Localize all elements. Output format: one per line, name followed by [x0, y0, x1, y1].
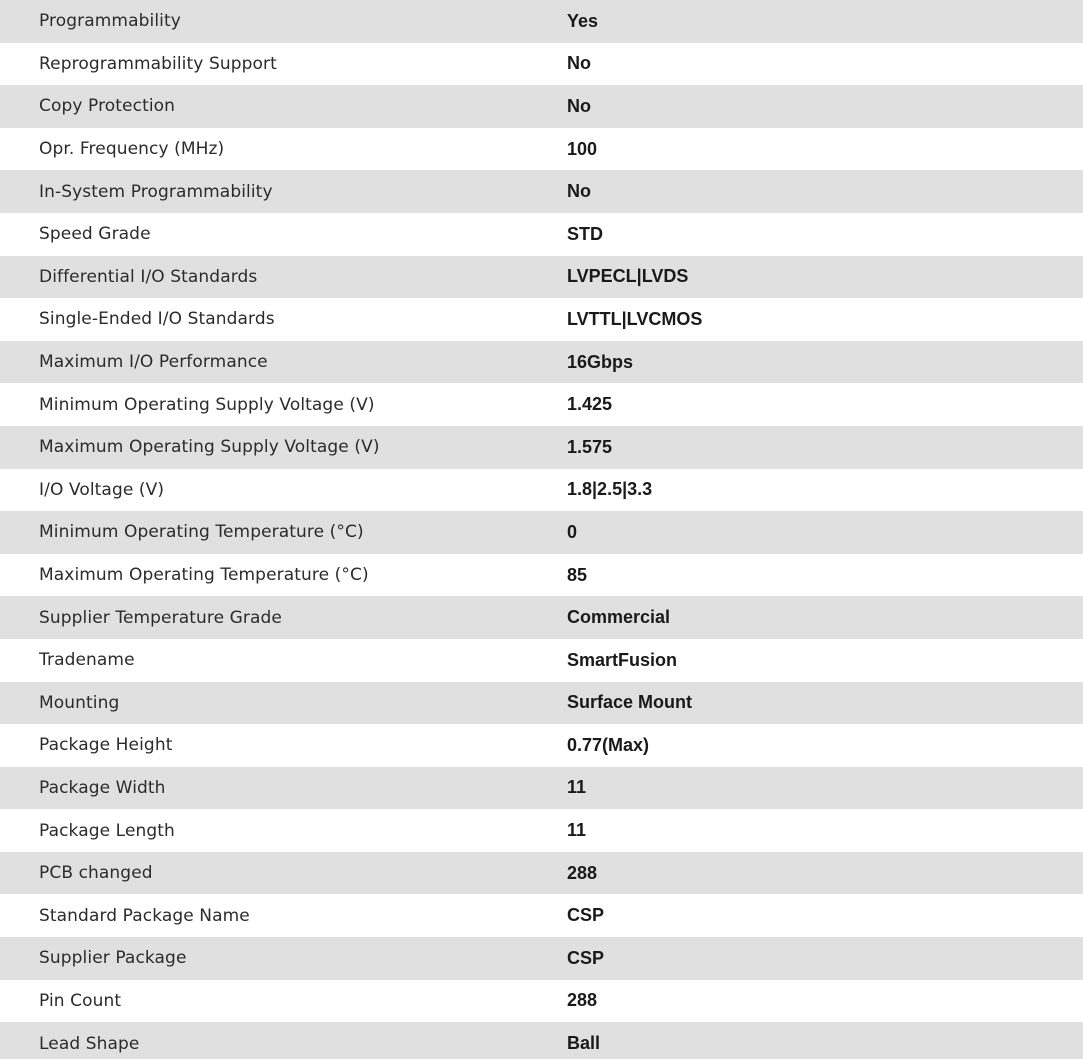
spec-value: 1.8|2.5|3.3	[567, 469, 1083, 512]
spec-value: 11	[567, 809, 1083, 852]
spec-value: No	[567, 43, 1083, 86]
table-row	[0, 980, 1083, 1023]
spec-label: Standard Package Name	[0, 894, 567, 937]
spec-value: SmartFusion	[567, 639, 1083, 682]
table-row	[0, 724, 1083, 767]
spec-value: CSP	[567, 937, 1083, 980]
spec-value: 288	[567, 852, 1083, 895]
spec-label: Minimum Operating Supply Voltage (V)	[0, 383, 567, 426]
spec-label: Maximum Operating Temperature (°C)	[0, 554, 567, 597]
spec-value: Yes	[567, 0, 1083, 43]
spec-value: STD	[567, 213, 1083, 256]
spec-value: Commercial	[567, 596, 1083, 639]
table-row	[0, 682, 1083, 725]
spec-value: 11	[567, 767, 1083, 810]
spec-label: Pin Count	[0, 980, 567, 1023]
table-row	[0, 170, 1083, 213]
spec-value: 288	[567, 980, 1083, 1023]
table-row	[0, 43, 1083, 86]
spec-label: Mounting	[0, 682, 567, 725]
spec-value: LVTTL|LVCMOS	[567, 298, 1083, 341]
table-row	[0, 596, 1083, 639]
spec-value: 100	[567, 128, 1083, 171]
table-row	[0, 809, 1083, 852]
spec-value: Ball	[567, 1022, 1083, 1059]
table-row	[0, 256, 1083, 299]
spec-label: In-System Programmability	[0, 170, 567, 213]
spec-value: CSP	[567, 894, 1083, 937]
table-row	[0, 894, 1083, 937]
spec-label: PCB changed	[0, 852, 567, 895]
spec-label: Maximum Operating Supply Voltage (V)	[0, 426, 567, 469]
table-row	[0, 554, 1083, 597]
spec-value: Surface Mount	[567, 682, 1083, 725]
spec-value: LVPECL|LVDS	[567, 256, 1083, 299]
spec-label: Lead Shape	[0, 1022, 567, 1059]
spec-label: Package Length	[0, 809, 567, 852]
spec-value: 85	[567, 554, 1083, 597]
table-row	[0, 852, 1083, 895]
spec-label: Tradename	[0, 639, 567, 682]
table-row	[0, 341, 1083, 384]
table-row	[0, 469, 1083, 512]
table-row	[0, 426, 1083, 469]
spec-value: 1.575	[567, 426, 1083, 469]
spec-label: Differential I/O Standards	[0, 256, 567, 299]
spec-value: 16Gbps	[567, 341, 1083, 384]
spec-label: Reprogrammability Support	[0, 43, 567, 86]
spec-label: Speed Grade	[0, 213, 567, 256]
table-row	[0, 298, 1083, 341]
spec-label: Package Width	[0, 767, 567, 810]
spec-value: No	[567, 170, 1083, 213]
table-row	[0, 511, 1083, 554]
table-row	[0, 85, 1083, 128]
table-row	[0, 128, 1083, 171]
table-row	[0, 0, 1083, 43]
table-row	[0, 383, 1083, 426]
spec-label: Package Height	[0, 724, 567, 767]
spec-value: 1.425	[567, 383, 1083, 426]
spec-label: Supplier Package	[0, 937, 567, 980]
table-row	[0, 1022, 1083, 1059]
spec-label: Copy Protection	[0, 85, 567, 128]
table-row	[0, 937, 1083, 980]
table-row	[0, 639, 1083, 682]
spec-label: Single-Ended I/O Standards	[0, 298, 567, 341]
table-row	[0, 767, 1083, 810]
spec-label: Maximum I/O Performance	[0, 341, 567, 384]
spec-label: Supplier Temperature Grade	[0, 596, 567, 639]
spec-label: Opr. Frequency (MHz)	[0, 128, 567, 171]
spec-label: Programmability	[0, 0, 567, 43]
spec-value: No	[567, 85, 1083, 128]
spec-label: I/O Voltage (V)	[0, 469, 567, 512]
spec-label: Minimum Operating Temperature (°C)	[0, 511, 567, 554]
spec-value: 0	[567, 511, 1083, 554]
table-row	[0, 213, 1083, 256]
spec-value: 0.77(Max)	[567, 724, 1083, 767]
